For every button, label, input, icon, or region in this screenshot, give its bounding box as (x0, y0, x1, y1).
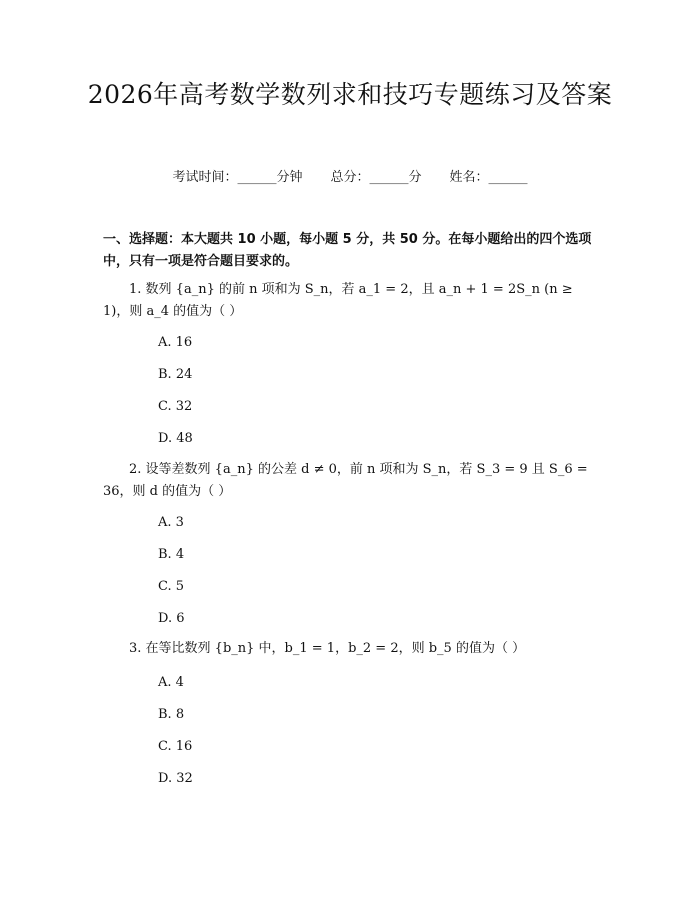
question-text: 数列 {a_n} 的前 n 项和为 S_n，若 a_1 = 2，且 a_n + 1 = 2S_n (n ≥ 1)，则 a_4 的值为（ ） (103, 282, 573, 319)
question-2-option-c: C. 5 (158, 579, 185, 594)
exam-time-label: 考试时间： (172, 170, 238, 185)
question-text: 在等比数列 {b_n} 中，b_1 = 1，b_2 = 2，则 b_5 的值为（ ） (145, 641, 526, 656)
exam-info-line (0, 168, 700, 188)
question-text: 设等差数列 {a_n} 的公差 d ≠ 0，前 n 项和为 S_n，若 S_3 = 9 且 S_6 = 36，则 d 的值为（ ） (103, 462, 588, 499)
exam-time-blank: ______分钟 (237, 170, 303, 185)
question-1 (103, 279, 603, 323)
question-2-option-d: D. 6 (158, 611, 185, 626)
exam-score-blank: ______分 (369, 170, 422, 185)
question-2 (103, 459, 603, 503)
question-3-option-c: C. 16 (158, 739, 193, 754)
question-3 (103, 638, 603, 660)
section-heading: 一、选择题：本大题共 10 小题，每小题 5 分，共 50 分。在每小题给出的四个选项中，只有一项是符合题目要求的。 (103, 232, 592, 269)
exam-score-label: 总分： (330, 170, 370, 185)
question-2-option-a: A. 3 (158, 515, 184, 530)
question-3-option-b: B. 8 (158, 707, 185, 722)
question-number: 2. (129, 462, 142, 477)
exam-name-label: 姓名： (449, 170, 489, 185)
question-1-option-c: C. 32 (158, 399, 193, 414)
question-3-option-d: D. 32 (158, 771, 193, 786)
question-number: 1. (129, 282, 142, 297)
question-1-option-d: D. 48 (158, 431, 193, 446)
question-1-option-a: A. 16 (158, 335, 193, 350)
document-title: 2026年高考数学数列求和技巧专题练习及答案 (87, 80, 613, 109)
question-number: 3. (129, 641, 142, 656)
question-1-option-b: B. 24 (158, 367, 193, 382)
exam-name-blank: ______ (488, 170, 528, 185)
question-3-option-a: A. 4 (158, 675, 184, 690)
question-2-option-b: B. 4 (158, 547, 185, 562)
